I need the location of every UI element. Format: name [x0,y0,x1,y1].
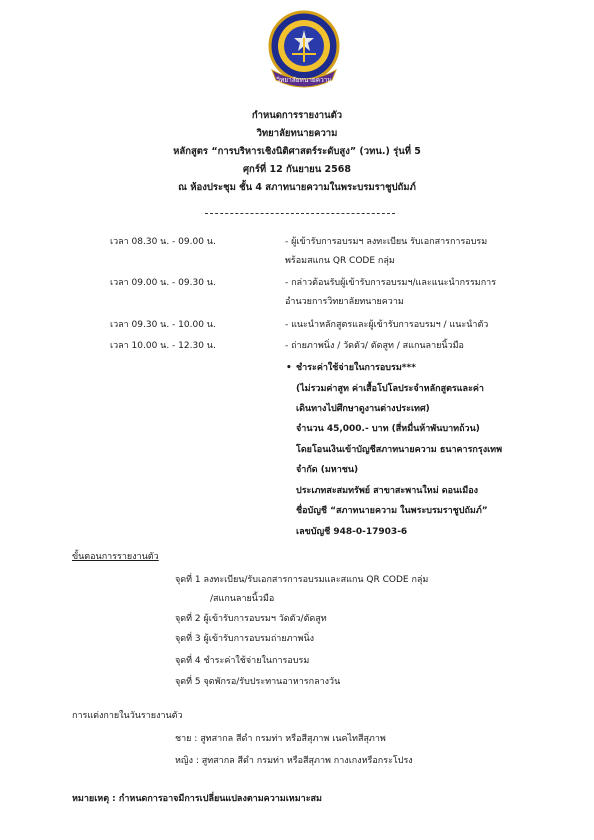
schedule-activity: อำนวยการวิทยาลัยทนายความ [285,297,404,307]
step-item: จุดที่ 4 ชำระค่าใช้จ่ายในการอบรม [175,656,310,666]
schedule-time: เวลา 09.00 น. - 09.30 น. [110,278,216,288]
schedule-activity: - กล่าวต้อนรับผู้เข้ารับการอบรมฯ/และแนะนำกรรมการ [285,278,497,288]
payment-heading: • ชำระค่าใช้จ่ายในการอบรม*** [296,362,416,375]
payment-line: ประเภทสะสมทรัพย์ สาขาสะพานใหม่ ดอนเมือง [296,486,479,496]
steps-heading: ขั้นตอนการรายงานตัว [72,552,159,562]
payment-line: โดยโอนเงินเข้าบัญชีสภาทนายความ ธนาคารกรุงเทพ [296,445,503,455]
doc-title: กำหนดการรายงานตัว [251,110,343,121]
event-date: ศุกร์ที่ 12 กันยายน 2568 [243,164,351,175]
schedule-activity: - ถ่ายภาพนิ่ง / วัดตัว/ ตัดสูท / สแกนลายนิ้วมือ [285,341,464,351]
payment-amount: จำนวน 45,000.- บาท (สี่หมื่นห้าพันบาทถ้วน) [296,424,480,434]
schedule-activity: พร้อมสแกน QR CODE กลุ่ม [285,256,395,266]
schedule-activity: - ผู้เข้ารับการอบรมฯ ลงทะเบียน รับเอกสารการอบรม [285,237,488,247]
logo-banner-text: วิทยาลัยทนายความ [276,76,332,84]
footnote: หมายเหตุ : กำหนดการอาจมีการเปลี่ยนแปลงตามความเหมาะสม [72,794,322,804]
step-item: จุดที่ 5 จุดพักรอ/รับประทานอาหารกลางวัน [175,677,341,687]
payment-line: เดินทางไปศึกษาดูงานต่างประเทศ) [296,404,430,414]
course-name: หลักสูตร “การบริหารเชิงนิติศาสตร์ระดับสูง” (วทน.) รุ่นที่ 5 [173,146,421,157]
step-item: จุดที่ 2 ผู้เข้ารับการอบรมฯ วัดตัว/ตัดสูท [175,614,327,624]
schedule-time: เวลา 08.30 น. - 09.00 น. [110,237,216,247]
step-item: จุดที่ 3 ผู้เข้ารับการอบรมถ่ายภาพนิ่ง [175,634,315,644]
account-name: ชื่อบัญชี “สภาทนายความ ในพระบรมราชูปถัมภ์” [296,506,488,516]
event-venue: ณ ห้องประชุม ชั้น 4 สภาทนายความในพระบรมราชูปถัมภ์ [178,182,416,193]
step-item: /สแกนลายนิ้วมือ [210,594,275,604]
account-number: เลขบัญชี 948-0-17903-6 [296,527,408,537]
dress-female: หญิง : สูทสากล สีดำ กรมท่า หรือสีสุภาพ กางเกงหรือกระโปรง [175,756,413,766]
step-item: จุดที่ 1 ลงทะเบียน/รับเอกสารการอบรมและสแกน QR CODE กลุ่ม [175,575,429,585]
payment-line: จำกัด (มหาชน) [296,465,359,475]
dress-heading: การแต่งกายในวันรายงานตัว [72,711,183,721]
dress-male: ชาย : สูทสากล สีดำ กรมท่า หรือสีสุภาพ เนคไทสีสุภาพ [175,734,386,744]
schedule-time: เวลา 10.00 น. - 12.30 น. [110,341,216,351]
divider [205,213,395,215]
org-name: วิทยาลัยทนายความ [256,128,338,139]
payment-line: (ไม่รวมค่าสูท ค่าเสื้อโปโลประจำหลักสูตรและค่า [296,384,484,394]
schedule-activity: - แนะนำหลักสูตรและผู้เข้ารับการอบรมฯ / แนะนำตัว [285,320,489,330]
college-logo [262,8,346,92]
schedule-time: เวลา 09.30 น. - 10.00 น. [110,320,216,330]
